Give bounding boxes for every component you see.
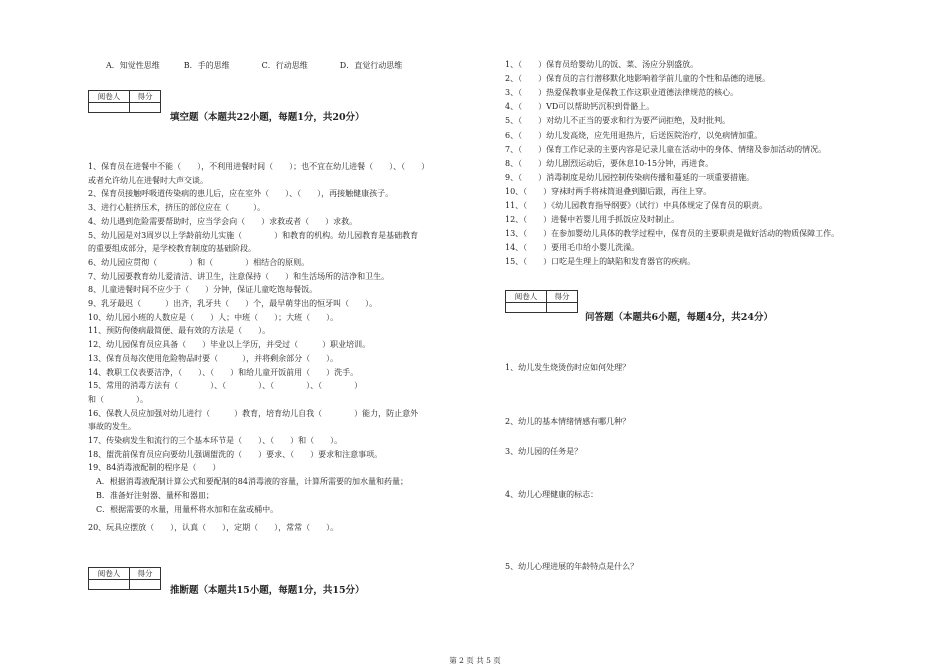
question-line: 的重要组成部分，是学校教育制度的基础阶段。 [88, 244, 256, 253]
fill-section-title: 填空题（本题共22小题，每题1分，共20分） [170, 112, 365, 123]
question-line: 3、（ ）热爱保教事业是保教工作这职业道德法律规范的核心。 [505, 88, 739, 97]
question-line: 12、幼儿园保育员应具备（ ）毕业以上学历，并受过（ ）职业培训。 [88, 340, 371, 349]
question-line: 1、保育员在进餐中不能（ ），不利用进餐时间（ ）；也不宜在幼儿进餐（ ）、（ ） [88, 162, 430, 171]
question-line: 1、幼儿发生烧烫伤时应如何处理？ [505, 363, 631, 372]
question-line: 17、传染病发生和流行的三个基本环节是（ ）、（ ）和（ ）。 [88, 436, 343, 445]
question-line: 11、预防佝偻病最简便、最有效的方法是（ ）。 [88, 326, 271, 335]
judge-section-title: 推断题（本题共15小题，每题1分，共15分） [170, 585, 365, 596]
question-line: 10、幼儿园小班的人数应是（ ）人；中班（ ）；大班（ ）。 [88, 313, 339, 322]
question-line: C．根据需要的水量，用量杯将水加和在盆或桶中。 [88, 505, 279, 514]
score-label: 得分 [130, 91, 161, 103]
reviewer-label: 阅卷人 [89, 91, 130, 103]
question-line: 13、（ ）在参加婴幼儿具体的教学过程中，保育员的主要职责是做好活动的物质保障工作。 [505, 229, 840, 238]
question-line: 15、（ ）口吃是生理上的缺陷和发育器官的疾病。 [505, 257, 696, 266]
question-line: 4、幼儿心理健康的标志： [505, 490, 599, 499]
question-line: 5、（ ）对幼儿不正当的要求和行为要严词拒绝，及时批判。 [505, 116, 731, 125]
score-cell [130, 580, 161, 590]
question-line: 2、幼儿的基本情绪情感有哪几种？ [505, 417, 631, 426]
question-line: 5、幼儿园是对3周岁以上学龄前幼儿实施（ ）和教育的机构。幼儿园教育是基础教育 [88, 231, 419, 240]
page-footer: 第 2 页 共 5 页 [449, 656, 501, 665]
question-line: 4、（ ）VD可以帮助钙沉积到骨骼上。 [505, 102, 655, 111]
question-line: 4、幼儿遇到危险需要帮助时，应当学会向（ ）求救或者（ ）求救。 [88, 217, 358, 226]
choice-options-line: A．知觉性思维 B．手的思维 C．行动思维 D．直觉行动思维 [106, 61, 403, 70]
question-line: 6、幼儿园应贯彻（ ）和（ ）相结合的原则。 [88, 258, 310, 267]
question-line: 3、幼儿园的任务是？ [505, 447, 583, 456]
question-line: A．根据消毒液配制计算公式和要配制的84消毒液的容量，计算所需要的加水量和药量； [88, 477, 408, 486]
question-line: 11、（ ）《幼儿园教育指导纲要》（试行）中具体规定了保育员的职责。 [505, 201, 768, 210]
question-line: B．准备好注射器、量杯和器皿； [88, 491, 214, 500]
score-label: 得分 [130, 568, 161, 580]
question-line: 7、幼儿园要教育幼儿爱清洁、讲卫生，注意保持（ ）和生活场所的洁净和卫生。 [88, 272, 390, 281]
question-line: 2、保育员接触呼吸道传染病的患儿后，应在室外（ ）、（ ），再接触健康孩子。 [88, 189, 394, 198]
score-table-qa [505, 290, 578, 313]
reviewer-cell [89, 580, 130, 590]
score-label: 得分 [547, 291, 578, 303]
question-line: 20、玩具应摆放（ ），认真（ ），定期（ ），常常（ ）。 [88, 523, 339, 532]
question-line: 1、（ ）保育员给婴幼儿的饭、菜、汤应分别盛放。 [505, 60, 699, 69]
question-line: 14、（ ）要用毛巾给小婴儿洗澡。 [505, 243, 640, 252]
reviewer-label: 阅卷人 [506, 291, 547, 303]
score-table-fill [88, 90, 161, 113]
question-line: 10、（ ）穿袜时两手将袜筒退叠到脚后跟，再往上穿。 [505, 187, 712, 196]
question-line: 19、84消毒液配制的程序是（ ） [88, 463, 221, 472]
question-line: 事故的发生。 [88, 422, 136, 431]
question-line: 9、乳牙最迟（ ）出齐，乳牙共（ ）个，最早萌芽出的恒牙叫（ ）。 [88, 299, 378, 308]
qa-section-title: 问答题（本题共6小题，每题4分，共24分） [585, 312, 773, 323]
question-line: 6、（ ）幼儿发高烧，应先用退热片，后送医院治疗，以免病情加重。 [505, 131, 763, 140]
question-line: 和（ ）。 [88, 395, 148, 404]
reviewer-cell [89, 103, 130, 113]
question-line: 8、（ ）幼儿剧烈运动后，要休息10-15分钟，再进食。 [505, 159, 714, 168]
question-line: 18、盥洗前保育员应向要幼儿强调盥洗的（ ）要求、（ ）要求和注意事项。 [88, 450, 383, 459]
question-line: 3、进行心脏挤压术，挤压的部位应在（ ）。 [88, 203, 266, 212]
question-line: 15、常用的消毒方法有（ ）、（ ）、（ ）、（ ） [88, 381, 363, 390]
score-cell [130, 103, 161, 113]
score-cell [547, 303, 578, 313]
question-line: 7、（ ）保育工作记录的主要内容是记录儿童在活动中的身体、情绪及参加活动的情况。 [505, 145, 827, 154]
reviewer-cell [506, 303, 547, 313]
question-line: 2、（ ）保育员的言行潜移默化地影响着学前儿童的个性和品德的进展。 [505, 74, 771, 83]
question-line: 14、教职工仪表要洁净，（ ）、（ ）和给儿童开饭前用（ ）洗手。 [88, 368, 359, 377]
question-line: 12、（ ）进餐中若婴儿用手抓饭应及时制止。 [505, 215, 680, 224]
question-line: 或者允许幼儿在进餐时大声交谈。 [88, 176, 208, 185]
score-table-judge [88, 567, 161, 590]
question-line: 5、幼儿心理进展的年龄特点是什么？ [505, 562, 639, 571]
reviewer-label: 阅卷人 [89, 568, 130, 580]
question-line: 13、保育员每次使用危险物品时要（ ），并将剩余部分（ ）。 [88, 354, 339, 363]
question-line: 8、儿童进餐时间不应少于（ ）分钟，保证儿童吃饱每餐饭。 [88, 285, 318, 294]
question-line: 16、保教人员应加强对幼儿进行（ ）教育，培育幼儿自我（ ）能力，防止意外 [88, 409, 419, 418]
question-line: 9、（ ）消毒制度是幼儿园控制传染病传播和蔓延的一项重要措施。 [505, 173, 755, 182]
